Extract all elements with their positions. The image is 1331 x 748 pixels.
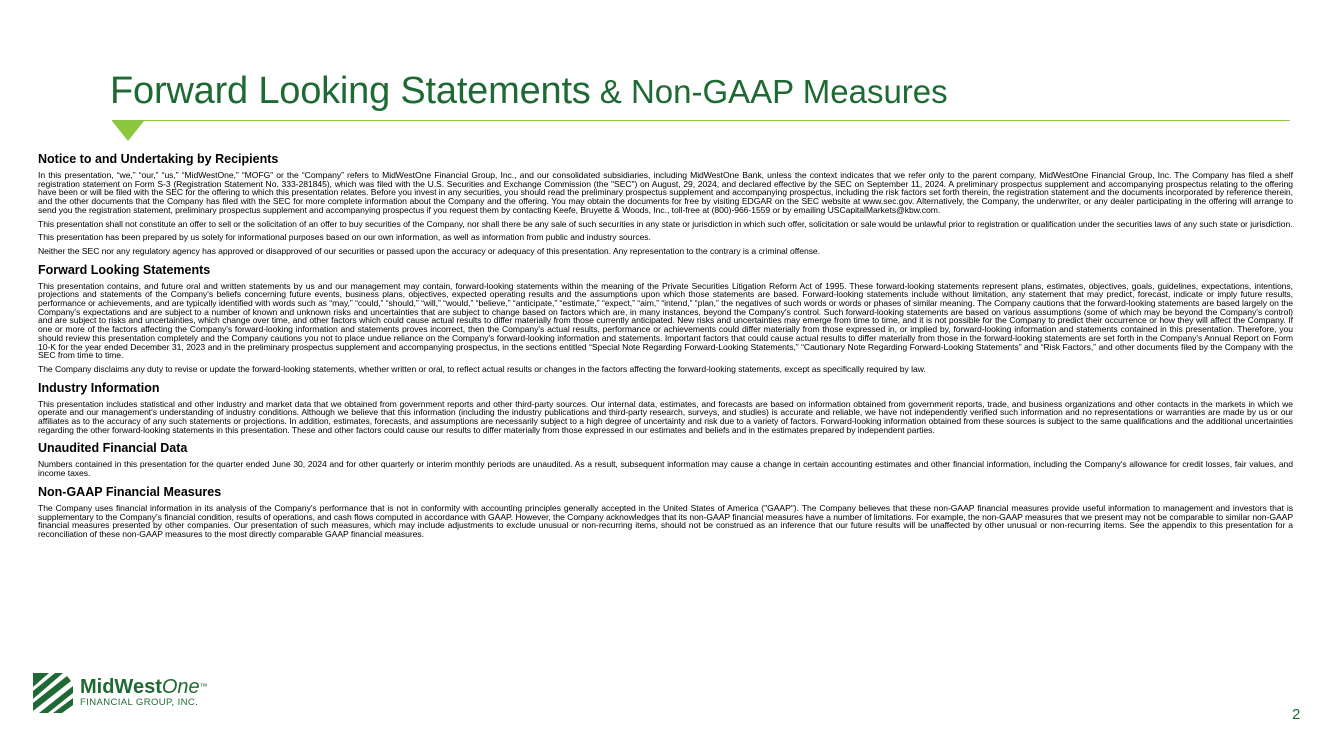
logo-name-main: MidWest xyxy=(80,676,162,698)
section-paragraph: Neither the SEC nor any regulatory agency has approved or disapproved of our securities or passed upon the accuracy or adequacy of this presentation. Any representation to the contrary is a criminal offense. xyxy=(38,245,821,256)
section-paragraph: This presentation contains, and future oral and written statements by us and our management may contain, forward-looking statements within the meaning of the Private Securities Litigation Reform Act of 1995. These forward-looking statements represent plans, estimates, objectives, goals, guidelines, expectations, intentions, projections and statements of the Company's beliefs concerning future events, business plans, objectives, expected operating results and the assumptions upon which those statements are based. Forward-looking statements include without limitation, any statement that may predict, forecast, indicate or imply future results, performance or achievements, and are typically identified with words such as “may,” “could,” “should,” “will,” “would,” “believe,” “anticipate,” “estimate,” “expect,” “aim,” “intend,” “plan,” the negatives of such words or words or phases of similar meaning. The Company cautions that the forward-looking statements are based largely on the Company's expectations and are subject to a number of known and unknown risks and uncertainties that are subject to change based on factors which are, in many instances, beyond the Company's control. Such forward-looking statements are based on various assumptions (some of which may be beyond the Company's control) and are subject to risks and uncertainties, which change over time, and other factors which could cause actual results to differ materially from those currently anticipated. New risks and uncertainties may emerge from time to time, and it is not possible for the Company to predict their occurrence or how they will affect the Company. If one or more of the factors affecting the Company's forward-looking information and statements proves incorrect, then the Company's actual results, performance or achievements could differ materially from those expressed in, or implied by, forward-looking information and statements contained in this presentation. Therefore, you should review this presentation completely and the Company cautions you not to place undue reliance on the Company's forward-looking information and statements. Important factors that could cause actual results to differ materially from those in the forward-looking statements are set forth in the Company's Annual Report on Form 10-K for the year ended December 31, 2023 and in the preliminary prospectus supplement and accompanying prospectus, in the sections entitled “Special Note Regarding Forward-Looking Statements,” “Cautionary Note Regarding Forward-Looking Statements” and “Risk Factors,” and other documents filed by the Company with the SEC from time to time. xyxy=(38,280,1293,361)
page-number: 2 xyxy=(1292,706,1301,723)
title-underline xyxy=(112,120,1290,121)
section-unaudited-financial-data xyxy=(38,441,1293,477)
trademark-symbol: ™ xyxy=(199,682,208,691)
section-paragraph: In this presentation, “we,” “our,” “us,” “MidWestOne,” “MOFG” or the “Company” refers to MidWestOne Financial Group, Inc., and our consolidated subsidiaries, including MidWestOne Bank, unless the context indicates that we refer only to the parent company, MidWestOne Financial Group, Inc. The Company has filed a shelf registration statement on Form S-3 (Registration Statement No. 333-281845), which was filed with the U.S. Securities and Exchange Commission (the "SEC") on August, 29, 2024, and declared effective by the SEC on September 11, 2024. A preliminary prospectus supplement and accompanying prospectus relating to the offering have been or will be filed with the SEC for the offering to which this presentation relates. Before you invest in any securities, you should read the preliminary prospectus supplement and accompanying prospectus, including the risk factors set forth therein, the registration statement and the documents incorporated by reference therein, and the other documents that the Company has filed with the SEC for more complete information about the Company and the offering. You may obtain the documents for free by visiting EDGAR on the SEC website at www.sec.gov. Alternatively, the Company, the underwriter, or any dealer participating in the offering will arrange to send you the registration statement, preliminary prospectus supplement and accompanying prospectus if you request them by contacting Keefe, Bruyette & Woods, Inc., toll-free at (800)-966-1559 or by emailing USCapitalMarkets@kbw.com. xyxy=(38,170,1293,215)
section-heading: Forward Looking Statements xyxy=(38,262,211,277)
title-triangle-marker xyxy=(112,121,144,141)
section-paragraph: The Company uses financial information in its analysis of the Company's performance that is not in conformity with accounting principles generally accepted in the United States of America ("GAAP"). The Company believes that these non-GAAP financial measures provide useful information to management and investors that is supplementary to the Company's financial condition, results of operations, and cash flows computed in accordance with GAAP. However, the Company acknowledges that its non-GAAP financial measures have a number of limitations. For example, the non-GAAP measures that we present may not be comparable to similar non-GAAP financial measures presented by other companies. Our presentation of such measures, which may include adjustments to exclude unusual or non-recurring items, should not be construed as an inference that our future results will be unaffected by other unusual or non-recurring items. See the appendix to this presentation for a reconciliation of these non-GAAP measures to the most directly comparable GAAP financial measures. xyxy=(38,502,1293,539)
section-paragraph: This presentation has been prepared by us solely for informational purposes based on our own information, as well as information from public and industry sources. xyxy=(38,232,651,243)
section-paragraph: Numbers contained in this presentation for the quarter ended June 30, 2024 and for other quarterly or interim monthly periods are unaudited. As a result, subsequent information may cause a change in certain accounting estimates and other financial information, including the Company's allowance for credit losses, fair values, and income taxes. xyxy=(38,459,1293,479)
section-heading: Unaudited Financial Data xyxy=(38,441,188,456)
logo-text xyxy=(80,677,208,709)
section-heading: Notice to and Undertaking by Recipients xyxy=(38,152,279,166)
disclaimer-body xyxy=(38,152,1293,546)
section-industry-information xyxy=(38,381,1293,435)
section-non-gaap-financial-measures xyxy=(38,485,1293,539)
section-heading: Industry Information xyxy=(38,380,160,395)
wheat-field-icon xyxy=(33,673,73,713)
section-paragraph: This presentation shall not constitute an offer to sell or the solicitation of an offer to buy securities of the Company, nor shall there be any sale of such securities in any state or jurisdiction in which such offer, solicitation or sale would be unlawful prior to registration or qualification under the securities laws of any such state or jurisdiction. xyxy=(38,218,1293,229)
page-title xyxy=(110,72,948,110)
page-title-sub: & Non-GAAP Measures xyxy=(590,73,948,110)
logo-name xyxy=(80,677,208,697)
page-title-main: Forward Looking Statements xyxy=(110,70,591,112)
section-heading: Non-GAAP Financial Measures xyxy=(38,484,222,499)
section-forward-looking-statements xyxy=(38,263,1293,374)
company-logo xyxy=(33,673,208,713)
section-paragraph: The Company disclaims any duty to revise or update the forward-looking statements, whether written or oral, to reflect actual results or changes in the factors affecting the forward-looking statements, except as specifically required by law. xyxy=(38,363,926,374)
logo-subtitle: FINANCIAL GROUP, INC. xyxy=(80,697,199,708)
logo-name-one: One xyxy=(161,676,200,698)
section-notice-to-and-undertaking-by-recipients xyxy=(38,152,1293,256)
section-paragraph: This presentation includes statistical and other industry and market data that we obtained from government reports and other third-party sources. Our internal data, estimates, and forecasts are based on information obtained from government reports, trade, and business organizations and other contacts in the markets in which we operate and our management's understanding of industry conditions. Although we believe that this information (including the industry publications and third-party research, surveys, and studies) is accurate and reliable, we have not independently verified such information and no representations or warranties are made by us or our affiliates as to the accuracy of any such statements or projections. In addition, estimates, forecasts, and assumptions are necessarily subject to a high degree of uncertainty and risk due to a variety of factors. Forward-looking information obtained from these sources is subject to the same qualifications and the additional uncertainties regarding the other forward-looking statements in this presentation. These and other factors could cause our results to differ materially from those expressed in our estimates and beliefs and in the estimates prepared by independent parties. xyxy=(38,398,1293,435)
